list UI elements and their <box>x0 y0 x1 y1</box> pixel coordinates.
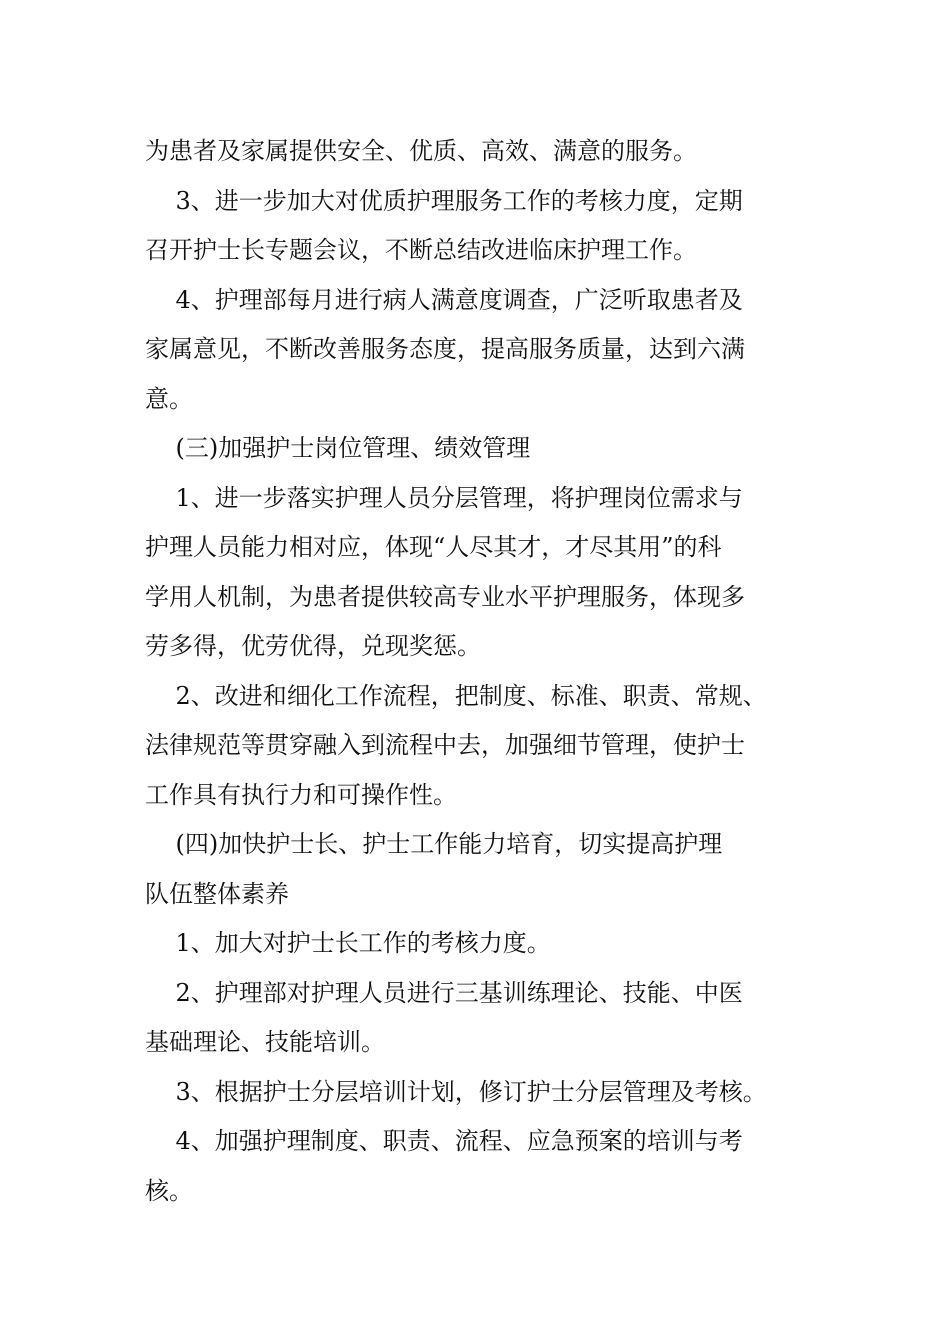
text-line-10: 学用人机制，为患者提供较高专业水平护理服务，体现多 <box>145 582 745 611</box>
text-line-5: 家属意见，不断改善服务态度，提高服务质量，达到六满 <box>145 335 745 363</box>
text-line-8: 1、进一步落实护理人员分层管理，将护理岗位需求与 <box>145 483 743 512</box>
document-body <box>145 127 825 1216</box>
text-line-17: 1、加大对护士长工作的考核力度。 <box>145 929 551 957</box>
text-line-21: 4、加强护理制度、职责、流程、应急预案的培训与考 <box>145 1127 743 1155</box>
text-line-12: 2、改进和细化工作流程，把制度、标准、职责、常规、 <box>145 681 767 710</box>
text-line-20: 3、根据护士分层培训计划，修订护士分层管理及考核。 <box>145 1077 767 1106</box>
text-line-22: 核。 <box>145 1176 193 1205</box>
text-line-13: 法律规范等贯穿融入到流程中去，加强细节管理，使护士 <box>145 731 745 759</box>
text-line-2: 3、进一步加大对优质护理服务工作的考核力度，定期 <box>145 186 743 215</box>
text-line-19: 基础理论、技能培训。 <box>145 1028 385 1056</box>
text-line-1: 为患者及家属提供安全、优质、高效、满意的服务。 <box>145 137 697 165</box>
text-line-6: 意。 <box>145 384 193 413</box>
text-line-11: 劳多得，优劳优得，兑现奖惩。 <box>145 632 481 660</box>
text-line-14: 工作具有执行力和可操作性。 <box>145 780 457 809</box>
section-heading-3: (三)加强护士岗位管理、绩效管理 <box>145 434 531 462</box>
text-line-3: 召开护士长专题会议，不断总结改进临床护理工作。 <box>145 236 697 264</box>
text-line-9: 护理人员能力相对应，体现“人尽其才，才尽其用”的科 <box>145 533 722 561</box>
text-line-16: 队伍整体素养 <box>145 879 289 908</box>
text-line-4: 4、护理部每月进行病人满意度调查，广泛听取患者及 <box>145 285 743 314</box>
section-heading-4: (四)加快护士长、护士工作能力培育，切实提高护理 <box>145 830 723 858</box>
text-line-18: 2、护理部对护理人员进行三基训练理论、技能、中医 <box>145 978 743 1007</box>
